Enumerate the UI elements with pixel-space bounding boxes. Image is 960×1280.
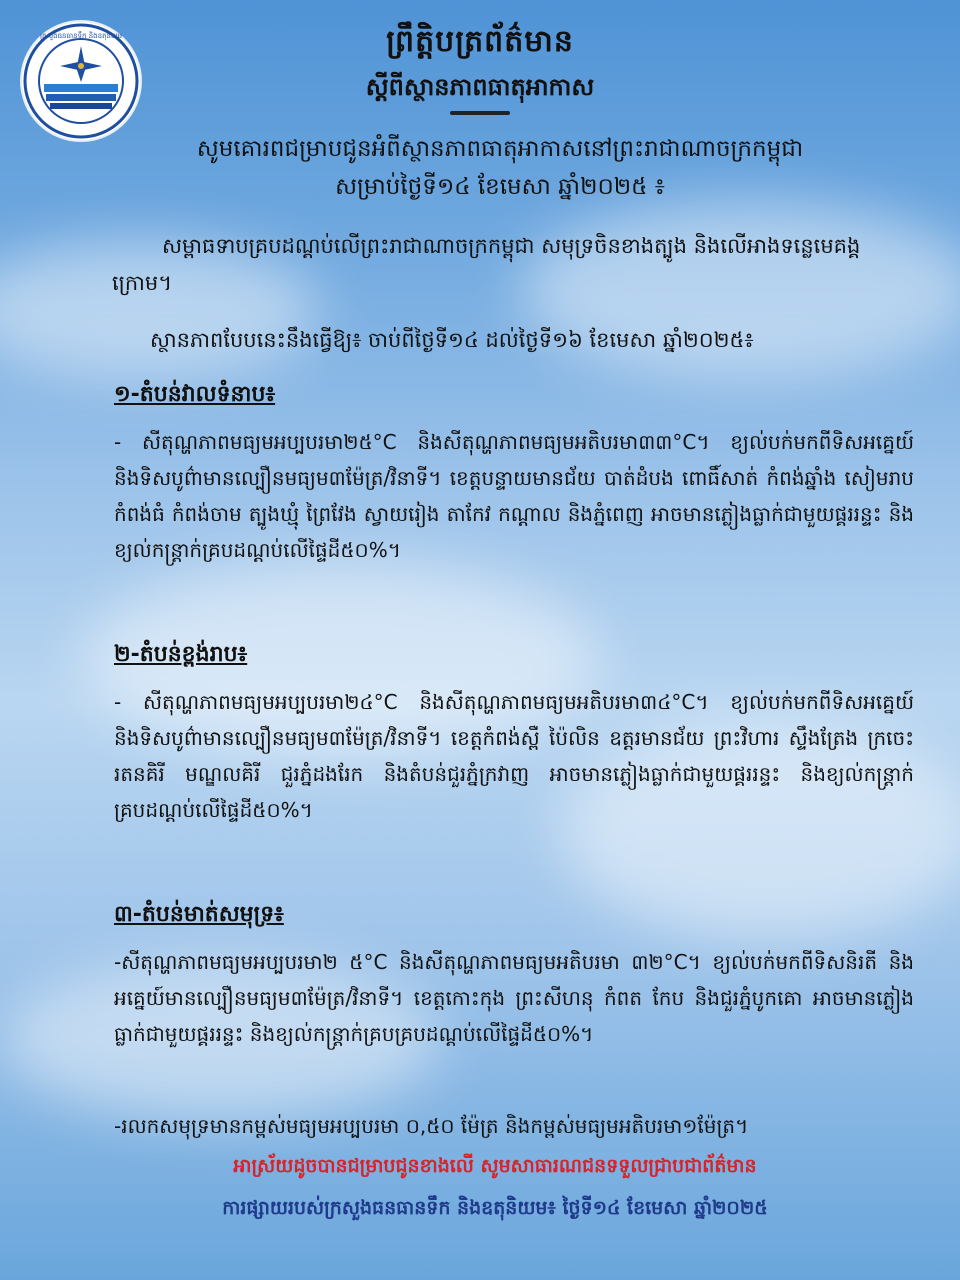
ministry-emblem-icon <box>22 22 140 140</box>
intro-line-2: សម្រាប់ថ្ងៃទី១៤ ខែមេសា ឆ្នាំ២០២៥ ៖ <box>335 174 665 200</box>
section-body-waves: -រលកសមុទ្រមានកម្ពស់មធ្យមអប្បបរមា ០,៥០ ម៉ែត្រ និងកម្ពស់មធ្យមអតិបរមា១ម៉ែត្រ។ <box>114 1114 749 1138</box>
pressure-paragraph: សម្ពាធទាបគ្របដណ្តប់លើព្រះរាជាណាចក្រកម្ពុជា សមុទ្រចិនខាងត្បូង និងលើអាងទន្លេមេគង្គក្រោម។ <box>112 234 861 295</box>
ministry-logo <box>22 22 140 140</box>
intro-line-1: សូមគោរពជម្រាបជូនអំពីស្ថានភាពធាតុអាកាសនៅព្រះរាជាណាចក្រកម្ពុជា <box>196 136 804 162</box>
page-header <box>250 22 710 115</box>
logo-ring-text: ក្រសួងធនធានទឹក និងឧតុនិយម <box>39 32 123 40</box>
section-heading-plateau: ២-តំបន់ខ្ពង់រាប៖ <box>114 642 248 667</box>
page-title: ព្រឹត្តិបត្រព័ត៌មាន <box>386 24 574 59</box>
page-subtitle: ស្តីពីស្ថានភាពធាតុអាកាស <box>365 73 595 101</box>
closing-notice: អាស្រ័យដូចបានជម្រាបជូនខាងលើ សូមសាធារណជនទទួលជ្រាបជាព័ត៌មាន <box>233 1155 757 1177</box>
section-heading-coastal: ៣-តំបន់មាត់សមុទ្រ៖ <box>114 902 284 927</box>
title-divider <box>450 111 510 115</box>
closing-source: ការផ្សាយរបស់ក្រសួងធនធានទឹក និងឧតុនិយម៖ ថ្ងៃទី១៤ ខែមេសា ឆ្នាំ២០២៥ <box>222 1197 768 1219</box>
outlook-paragraph: ស្ថានភាពបែបនេះនឹងធ្វើឱ្យ៖ ចាប់ពីថ្ងៃទី១៤ ដល់ថ្ងៃទី១៦ ខែមេសា ឆ្នាំ២០២៥៖ <box>150 328 754 352</box>
section-body-plateau: - សីតុណ្ហភាពមធ្យមអប្បបរមា២៤°C និងសីតុណ្ហភាពមធ្យមអតិបរមា៣៤°C។ ខ្យល់បក់មកពីទិសអគ្នេយ៍ និងទិសបូព៌ាមានល្បឿនមធ្យម៣ម៉ែត្រ/វិនាទី។ ខេត្តកំពង់ស្ពឺ ប៉ៃលិន ឧត្តរមានជ័យ ព្រះវិហារ ស្ទឹងត្រែង ក្រចេះ រតនគិរី មណ្ឌលគិរី ជួរភ្នំដងរែក និងតំបន់ជួរភ្នំក្រវាញ អាចមានភ្លៀងធ្លាក់ជាមួយផ្គររន្ទះ និងខ្យល់កន្ត្រាក់គ្របដណ្តប់លើផ្ទៃដី៥០%។ <box>114 690 914 822</box>
section-heading-lowland: ១-តំបន់វាលទំនាប៖ <box>114 382 276 407</box>
intro-block <box>120 130 880 206</box>
section-body-coastal: -សីតុណ្ហភាពមធ្យមអប្បបរមា២ ៥°C និងសីតុណ្ហភាពមធ្យមអតិបរមា ៣២°C។ ខ្យល់បក់មកពីទិសនិរតី និងអគ្នេយ៍មានល្បឿនមធ្យម៣ម៉ែត្រ/វិនាទី។ ខេត្តកោះកុង ព្រះសីហនុ កំពត កែប និងជួរភ្នំបូកគោ អាចមានភ្លៀងធ្លាក់ជាមួយផ្គររន្ទះ និងខ្យល់កន្ត្រាក់គ្របគ្របដណ្តប់លើផ្ទៃដី៥០%។ <box>114 950 914 1046</box>
section-body-lowland: - សីតុណ្ហភាពមធ្យមអប្បបរមា២៥°C និងសីតុណ្ហភាពមធ្យមអតិបរមា៣៣°C។ ខ្យល់បក់មកពីទិសអគ្នេយ៍ និងទិសបូព៌ាមានល្បឿនមធ្យម៣ម៉ែត្រ/វិនាទី។ ខេត្តបន្ទាយមានជ័យ បាត់ដំបង ពោធិ៍សាត់ កំពង់ឆ្នាំង សៀមរាប កំពង់ធំ កំពង់ចាម ត្បូងឃ្មុំ ព្រៃវែង ស្វាយរៀង តាកែវ កណ្តាល និងភ្នំពេញ អាចមានភ្លៀងធ្លាក់ជាមួយផ្គររន្ទះ និងខ្យល់កន្ត្រាក់គ្របដណ្តប់លើផ្ទៃដី៥០%។ <box>114 430 914 562</box>
